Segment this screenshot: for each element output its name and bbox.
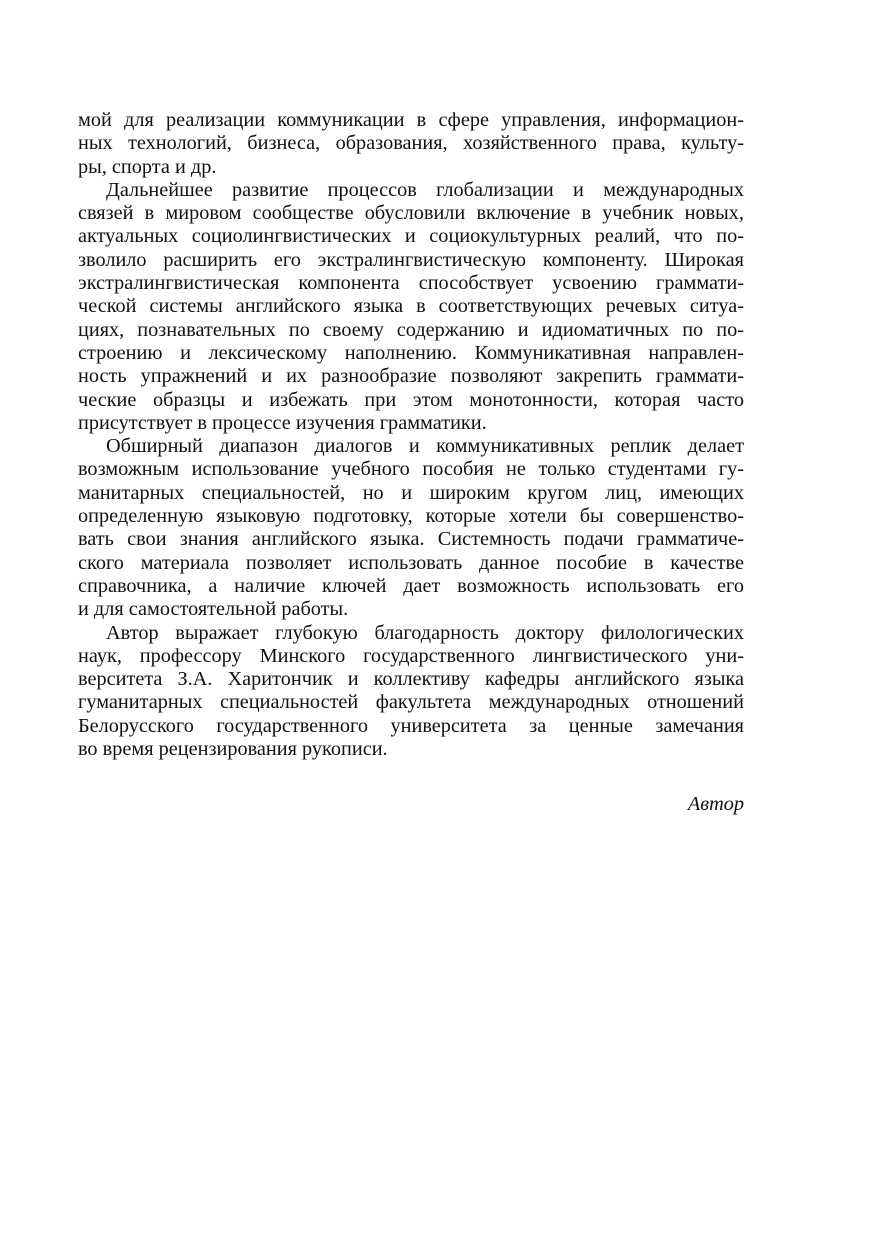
text-line: возможным использование учебного пособия не только студентами гу- [78,458,744,481]
text-line: и для самостоятельной работы. [78,598,349,621]
paragraph-2 [78,179,744,435]
paragraph-3 [78,435,744,621]
text-line: ры, спорта и др. [78,155,217,178]
text-line: манитарных специальностей, но и широким кругом лиц, имеющих [78,481,744,504]
text-line: наук, профессору Минского государственного лингвистического уни- [78,644,744,667]
paragraph-1 [78,109,744,179]
text-line: определенную языковую подготовку, которые хотели бы совершенство- [78,505,744,528]
text-line: связей в мировом сообществе обусловили включение в учебник новых, [78,202,744,225]
text-line: Дальнейшее развитие процессов глобализации и международных [106,178,744,201]
text-line: экстралингвистическая компонента способствует усвоению граммати- [78,272,744,295]
text-line: вать свои знания английского языка. Системность подачи грамматиче- [78,528,744,551]
body-text [78,109,744,761]
text-line: Белорусского государственного университета за ценные замечания [78,714,744,737]
text-line: ского материала позволяет использовать данное пособие в качестве [78,551,744,574]
text-line: Автор выражает глубокую благодарность доктору филологических [106,621,744,644]
text-line: Обширный диапазон диалогов и коммуникативных реплик делает [106,435,744,458]
text-line: гуманитарных специальностей факультета международных отношений [78,691,744,714]
text-line: мой для реализации коммуникации в сфере управления, информацион- [78,109,744,131]
text-line: верситета З.А. Харитончик и коллективу кафедры английского языка [78,668,744,691]
text-line: ность упражнений и их разнообразие позволяют закрепить граммати- [78,365,744,388]
author-signature: Автор [687,793,744,815]
text-line: циях, познавательных по своему содержанию и идиоматичных по по- [78,318,744,341]
paragraph-4 [78,622,744,762]
text-line: справочника, а наличие ключей дает возможность использовать его [78,574,744,597]
text-line: присутствует в процессе изучения грамматики. [78,411,487,434]
text-line: ных технологий, бизнеса, образования, хозяйственного права, культу- [78,132,744,155]
text-line: ческие образцы и избежать при этом монотонности, которая часто [78,388,744,411]
text-line: ческой системы английского языка в соответствующих речевых ситуа- [78,295,744,318]
text-line: актуальных социолингвистических и социокультурных реалий, что по- [78,225,744,248]
text-line: строению и лексическому наполнению. Коммуникативная направлен- [78,341,744,364]
text-line: во время рецензирования рукописи. [78,738,388,761]
text-line: зволило расширить его экстралингвистическую компоненту. Широкая [78,248,744,271]
